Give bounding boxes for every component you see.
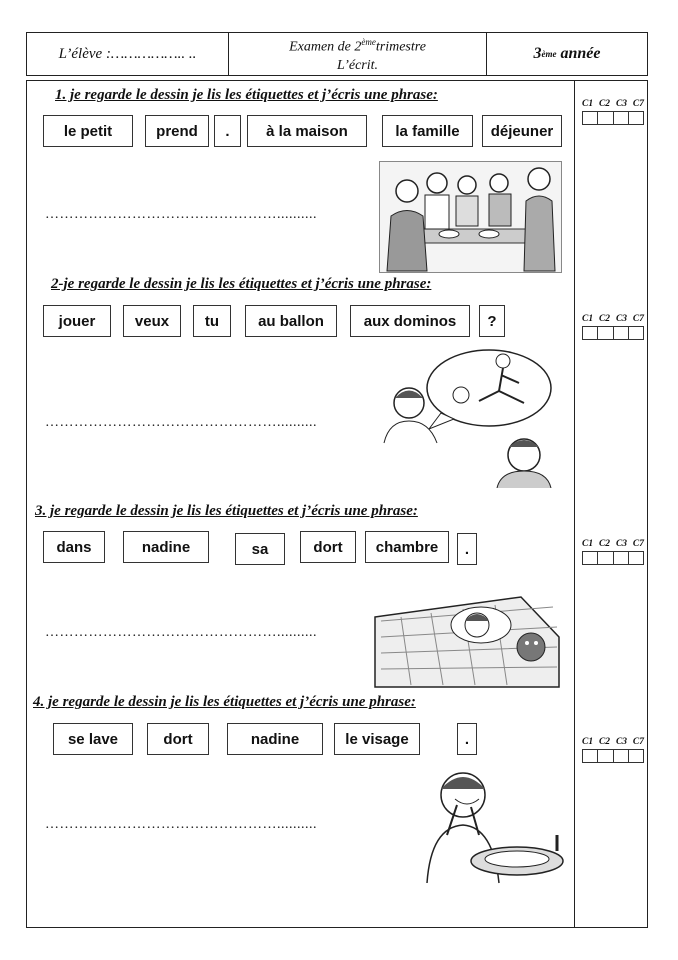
exam-subtitle: L’écrit. [336,57,379,73]
criteria-box[interactable] [629,112,643,124]
criteria-grid: C1 C2 C3 C7 [582,737,644,763]
family-dinner-illustration [379,161,562,273]
girl-washing-face-illustration [407,765,567,885]
answer-line-2[interactable]: ………………………………………….......... [45,415,317,430]
criteria-box[interactable] [629,552,643,564]
answer-line-1[interactable]: ………………………………………….......... [45,207,317,222]
criteria-box[interactable] [629,750,643,762]
criteria-grid: C1 C2 C3 C7 [582,314,644,340]
word-label[interactable]: . [457,723,477,755]
word-label[interactable]: veux [123,305,181,337]
question-3-title: 3. je regarde le dessin je lis les étiquettes et j’écris une phrase: [35,503,418,519]
word-label[interactable]: la famille [382,115,473,147]
criteria-box[interactable] [598,750,613,762]
criteria-box[interactable] [598,552,613,564]
grade-level: 3 ème année [533,45,601,62]
word-label[interactable]: nadine [227,723,323,755]
answer-line-4[interactable]: ………………………………………….......... [45,817,317,832]
criteria-box[interactable] [629,327,643,339]
exam-body [26,80,648,928]
criteria-grid: C1 C2 C3 C7 [582,99,644,125]
word-label[interactable]: le visage [334,723,420,755]
criteria-box[interactable] [614,750,629,762]
word-label[interactable]: jouer [43,305,111,337]
criteria-box[interactable] [583,750,598,762]
boy-dreaming-football-illustration [379,343,564,488]
word-label[interactable]: aux dominos [350,305,470,337]
word-label[interactable]: nadine [123,531,209,563]
word-label[interactable]: se lave [53,723,133,755]
question-1-title: 1. je regarde le dessin je lis les étiquettes et j’écris une phrase: [55,87,438,103]
word-label[interactable]: dans [43,531,105,563]
word-label[interactable]: . [214,115,241,147]
criteria-box[interactable] [614,552,629,564]
student-name-field[interactable] [27,33,229,75]
criteria-grid: C1 C2 C3 C7 [582,539,644,565]
word-label[interactable]: chambre [365,531,449,563]
word-label[interactable]: à la maison [247,115,367,147]
criteria-box[interactable] [614,112,629,124]
criteria-box[interactable] [614,327,629,339]
criteria-box[interactable] [598,112,613,124]
word-label[interactable]: prend [145,115,209,147]
word-label[interactable]: dort [300,531,356,563]
criteria-box[interactable] [583,327,598,339]
question-4-title: 4. je regarde le dessin je lis les étiquettes et j’écris une phrase: [33,694,416,710]
word-label[interactable]: déjeuner [482,115,562,147]
question-2-title: 2-je regarde le dessin je lis les étiquettes et j’écris une phrase: [51,276,432,292]
criteria-box[interactable] [583,112,598,124]
word-label[interactable]: . [457,533,477,565]
exam-title: Examen de 2èmetrimestre L’écrit. [229,33,487,75]
criteria-box[interactable] [583,552,598,564]
student-label: L’élève :…………….. .. [58,45,197,62]
word-label[interactable]: le petit [43,115,133,147]
word-label[interactable]: sa [235,533,285,565]
girl-sleeping-illustration [371,577,563,689]
word-label[interactable]: tu [193,305,231,337]
word-label[interactable]: dort [147,723,209,755]
exam-header [26,32,648,76]
word-label[interactable]: au ballon [245,305,337,337]
word-label[interactable]: ? [479,305,505,337]
criteria-box[interactable] [598,327,613,339]
criteria-column-divider [574,81,575,927]
answer-line-3[interactable]: ………………………………………….......... [45,625,317,640]
